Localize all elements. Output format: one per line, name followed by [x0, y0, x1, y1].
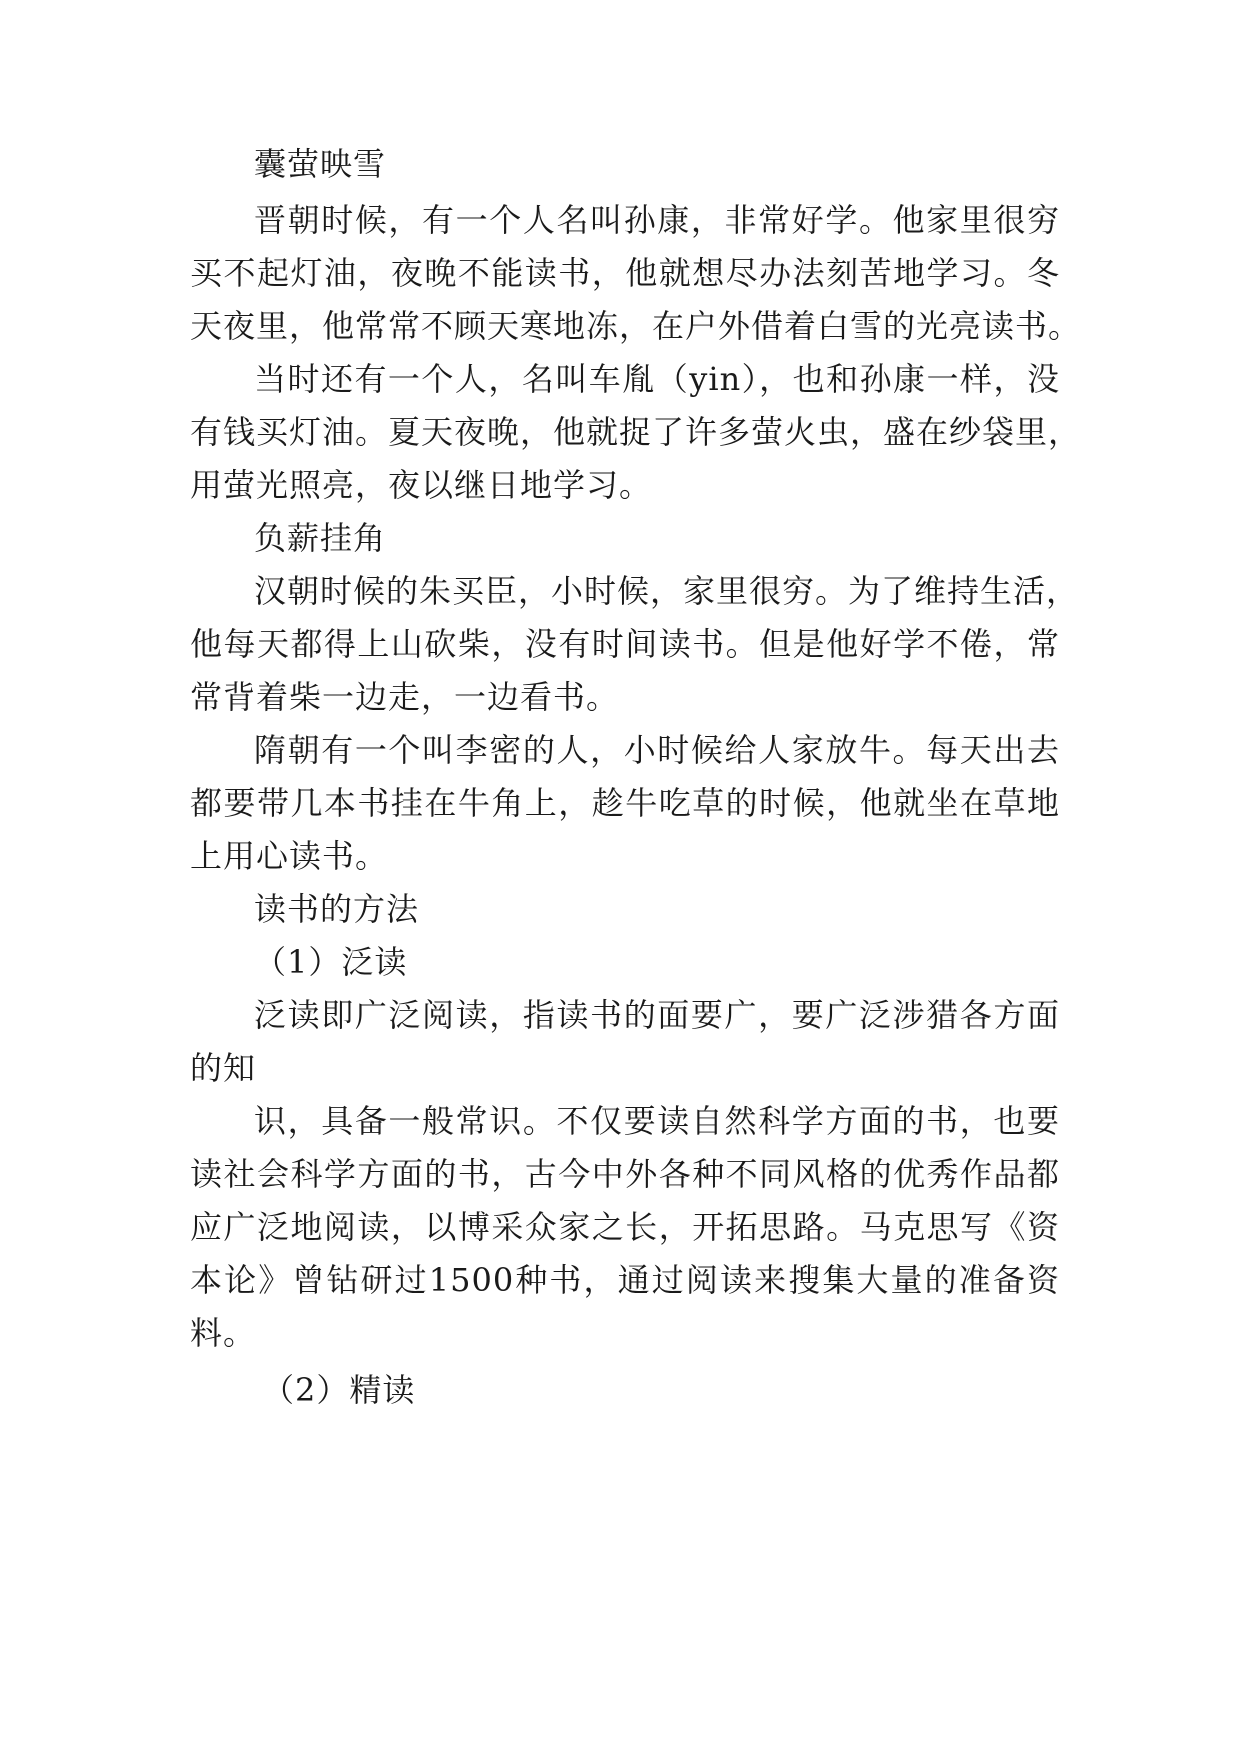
paragraph-line: 他每天都得上山砍柴，没有时间读书。但是他好学不倦，常 [190, 625, 1060, 663]
paragraph-line: 料。 [190, 1314, 257, 1352]
paragraph-line: 识，具备一般常识。不仅要读自然科学方面的书，也要 [254, 1102, 1060, 1140]
paragraph-line: 泛读即广泛阅读，指读书的面要广，要广泛涉猎各方面 [254, 996, 1060, 1034]
paragraph-line: 晋朝时候，有一个人名叫孙康，非常好学。他家里很穷 [254, 201, 1060, 239]
paragraph-line: 应广泛地阅读，以博采众家之长，开拓思路。马克思写《资 [190, 1208, 1060, 1246]
paragraph-line: 买不起灯油，夜晚不能读书，他就想尽办法刻苦地学习。冬 [190, 254, 1060, 292]
paragraph-line: 用萤光照亮，夜以继日地学习。 [190, 466, 653, 504]
paragraph-line: 当时还有一个人，名叫车胤（yin），也和孙康一样，没 [254, 360, 1060, 398]
paragraph-line: 都要带几本书挂在牛角上，趁牛吃草的时候，他就坐在草地 [190, 784, 1060, 822]
paragraph-line: 隋朝有一个叫李密的人，小时候给人家放牛。每天出去 [254, 731, 1060, 769]
paragraph-line: 汉朝时候的朱买臣，小时候，家里很穷。为了维持生活， [254, 572, 1080, 610]
paragraph-line: 上用心读书。 [190, 837, 389, 875]
paragraph-line: 天夜里，他常常不顾天寒地冻，在户外借着白雪的光亮读书。 [190, 307, 1082, 345]
section-heading: 负薪挂角 [254, 519, 387, 557]
paragraph-line: 的知 [190, 1049, 257, 1087]
section-heading: 读书的方法 [254, 890, 420, 928]
section-heading: 囊萤映雪 [254, 145, 387, 183]
subsection-heading: （1）泛读 [254, 943, 408, 981]
paragraph-line: 读社会科学方面的书，古今中外各种不同风格的优秀作品都 [190, 1155, 1060, 1193]
paragraph-line: 有钱买灯油。夏天夜晚，他就捉了许多萤火虫，盛在纱袋里， [190, 413, 1082, 451]
paragraph-line: 本论》曾钻研过1500种书，通过阅读来搜集大量的准备资 [190, 1261, 1060, 1299]
subsection-heading: （2）精读 [262, 1371, 416, 1409]
paragraph-line: 常背着柴一边走，一边看书。 [190, 678, 620, 716]
